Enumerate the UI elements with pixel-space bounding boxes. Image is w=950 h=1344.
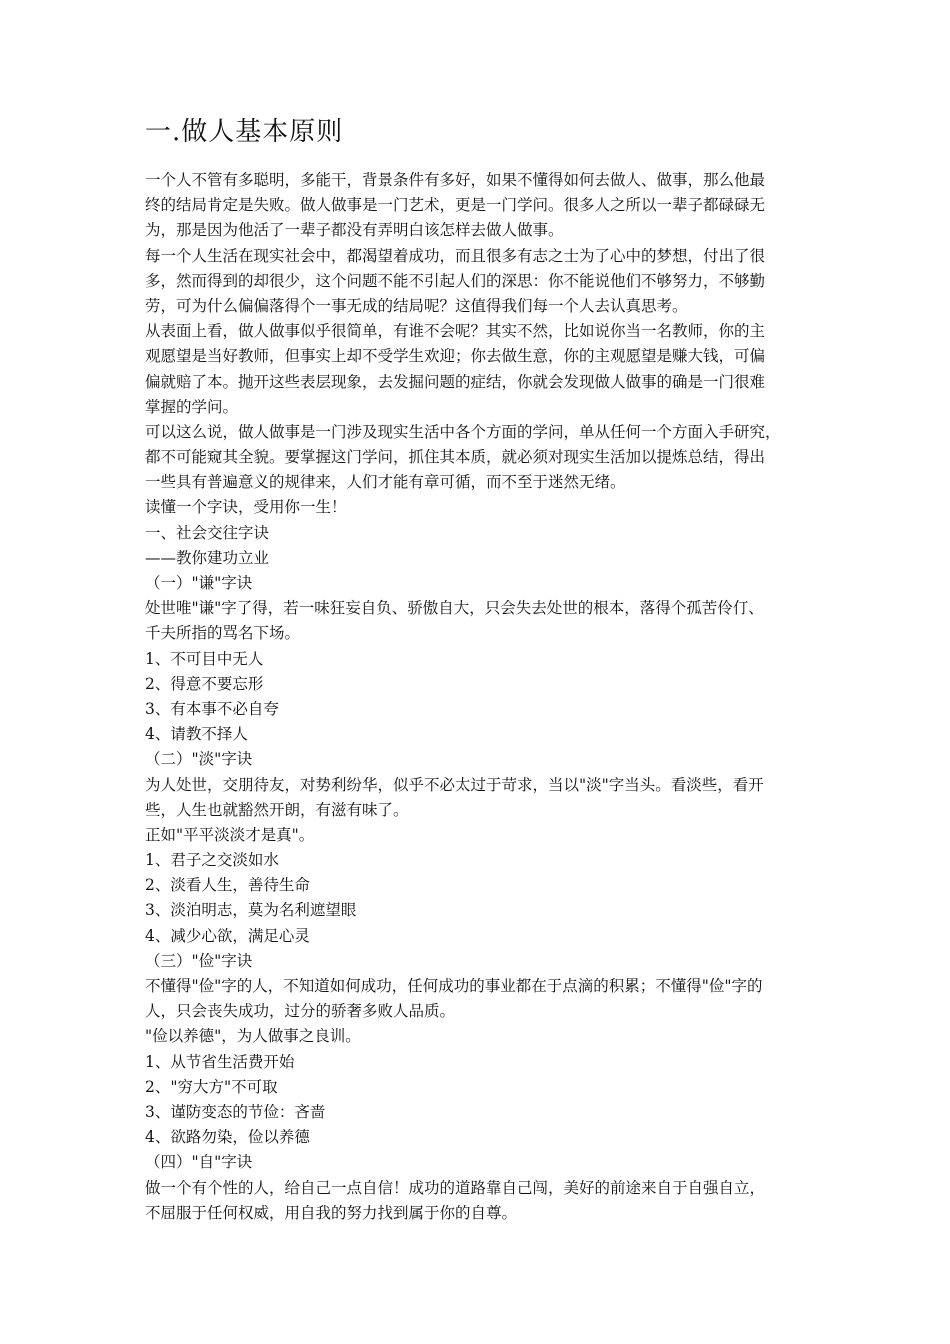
text-line: 些，人生也就豁然开朗，有滋有味了。 — [145, 800, 409, 819]
text-line: ——教你建功立业 — [145, 548, 270, 567]
text-line: 一个人不管有多聪明，多能干，背景条件有多好，如果不懂得如何去做人、做事，那么他最 — [145, 171, 766, 189]
text-line: 3、有本事不必自夸 — [145, 699, 279, 718]
text-line: （四）"自"字诀 — [145, 1153, 253, 1172]
text-line: 劳，可为什么偏偏落得个一事无成的结局呢？这值得我们每一个人去认真思考。 — [145, 296, 688, 315]
text-line: 从表面上看，做人做事似乎很简单，有谁不会呢？其实不然，比如说你当一名教师，你的主 — [145, 322, 766, 341]
text-line: 一些具有普遍意义的规律来，人们才能有章可循，而不至于迷然无绪。 — [145, 473, 626, 492]
text-line: 4、欲路勿染，俭以养德 — [145, 1128, 310, 1147]
text-line: （二）"淡"字诀 — [145, 750, 253, 769]
text-line: 每一个人生活在现实社会中，都渴望着成功，而且很多有志之士为了心中的梦想，付出了很 — [145, 246, 766, 265]
text-line: 可以这么说，做人做事是一门涉及现实生活中各个方面的学问，单从任何一个方面入手研究， — [145, 422, 781, 441]
text-line: "俭以养德"，为人做事之良训。 — [145, 1027, 361, 1046]
text-line: 不屈服于任何权威，用自我的努力找到属于你的自尊。 — [145, 1203, 518, 1222]
text-line: 3、谨防变态的节俭：吝啬 — [145, 1102, 326, 1121]
text-line: 1、不可目中无人 — [145, 649, 264, 668]
text-line: 观愿望是当好教师，但事实上却不受学生欢迎；你去做生意，你的主观愿望是赚大钱，可偏 — [145, 347, 766, 366]
text-line: 处世唯"谦"字了得，若一味狂妄自负、骄傲自大，只会失去处世的根本，落得个孤苦伶仃、 — [145, 599, 764, 618]
text-line: 4、减少心欲，满足心灵 — [145, 926, 310, 945]
text-line: 读懂一个字诀，受用你一生！ — [145, 498, 347, 517]
text-line: 4、请教不择人 — [145, 725, 248, 744]
text-line: 做一个有个性的人，给自己一点自信！成功的道路靠自己闯，美好的前途来自于自强自立， — [145, 1178, 766, 1197]
text-line: 3、淡泊明志，莫为名利遮望眼 — [145, 901, 357, 920]
text-line: 不懂得"俭"字的人，不知道如何成功，任何成功的事业都在于点滴的积累；不懂得"俭"字的 — [145, 977, 763, 995]
page-title: 一.做人基本原则 — [145, 117, 344, 147]
text-line: 人，只会丧失成功，过分的骄奢多败人品质。 — [145, 1002, 456, 1021]
text-line: 多，然而得到的却很少，这个问题不能不引起人们的深思：你不能说他们不够努力，不够勤 — [145, 271, 766, 290]
text-line: 一、社会交往字诀 — [145, 523, 270, 542]
text-line: 偏就赔了本。抛开这些表层现象，去发掘问题的症结，你就会发现做人做事的确是一门很难 — [145, 372, 766, 391]
text-line: （三）"俭"字诀 — [145, 951, 253, 970]
text-line: 2、"穷大方"不可取 — [145, 1077, 278, 1096]
text-line: 终的结局肯定是失败。做人做事是一门艺术，更是一门学问。很多人之所以一辈子都碌碌无 — [145, 196, 766, 215]
text-line: 1、从节省生活费开始 — [145, 1052, 295, 1071]
text-line: 正如"平平淡淡才是真"。 — [145, 825, 315, 844]
document-body — [145, 168, 807, 1226]
text-line: 都不可能窥其全貌。要掌握这门学问，抓住其本质，就必须对现实生活加以提炼总结，得出 — [145, 448, 766, 467]
text-line: 为，那是因为他活了一辈子都没有弄明白该怎样去做人做事。 — [145, 221, 564, 240]
text-line: 1、君子之交淡如水 — [145, 851, 279, 870]
text-line: 2、得意不要忘形 — [145, 674, 264, 693]
document-page — [145, 112, 807, 1226]
text-line: 2、淡看人生，善待生命 — [145, 876, 310, 895]
text-line: 为人处世，交朋待友，对势利纷华，似乎不必太过于苛求，当以"淡"字当头。看淡些，看开 — [145, 775, 764, 794]
text-line: 千夫所指的骂名下场。 — [145, 624, 301, 643]
text-line: （一）"谦"字诀 — [145, 574, 253, 592]
text-line: 掌握的学问。 — [145, 397, 239, 416]
